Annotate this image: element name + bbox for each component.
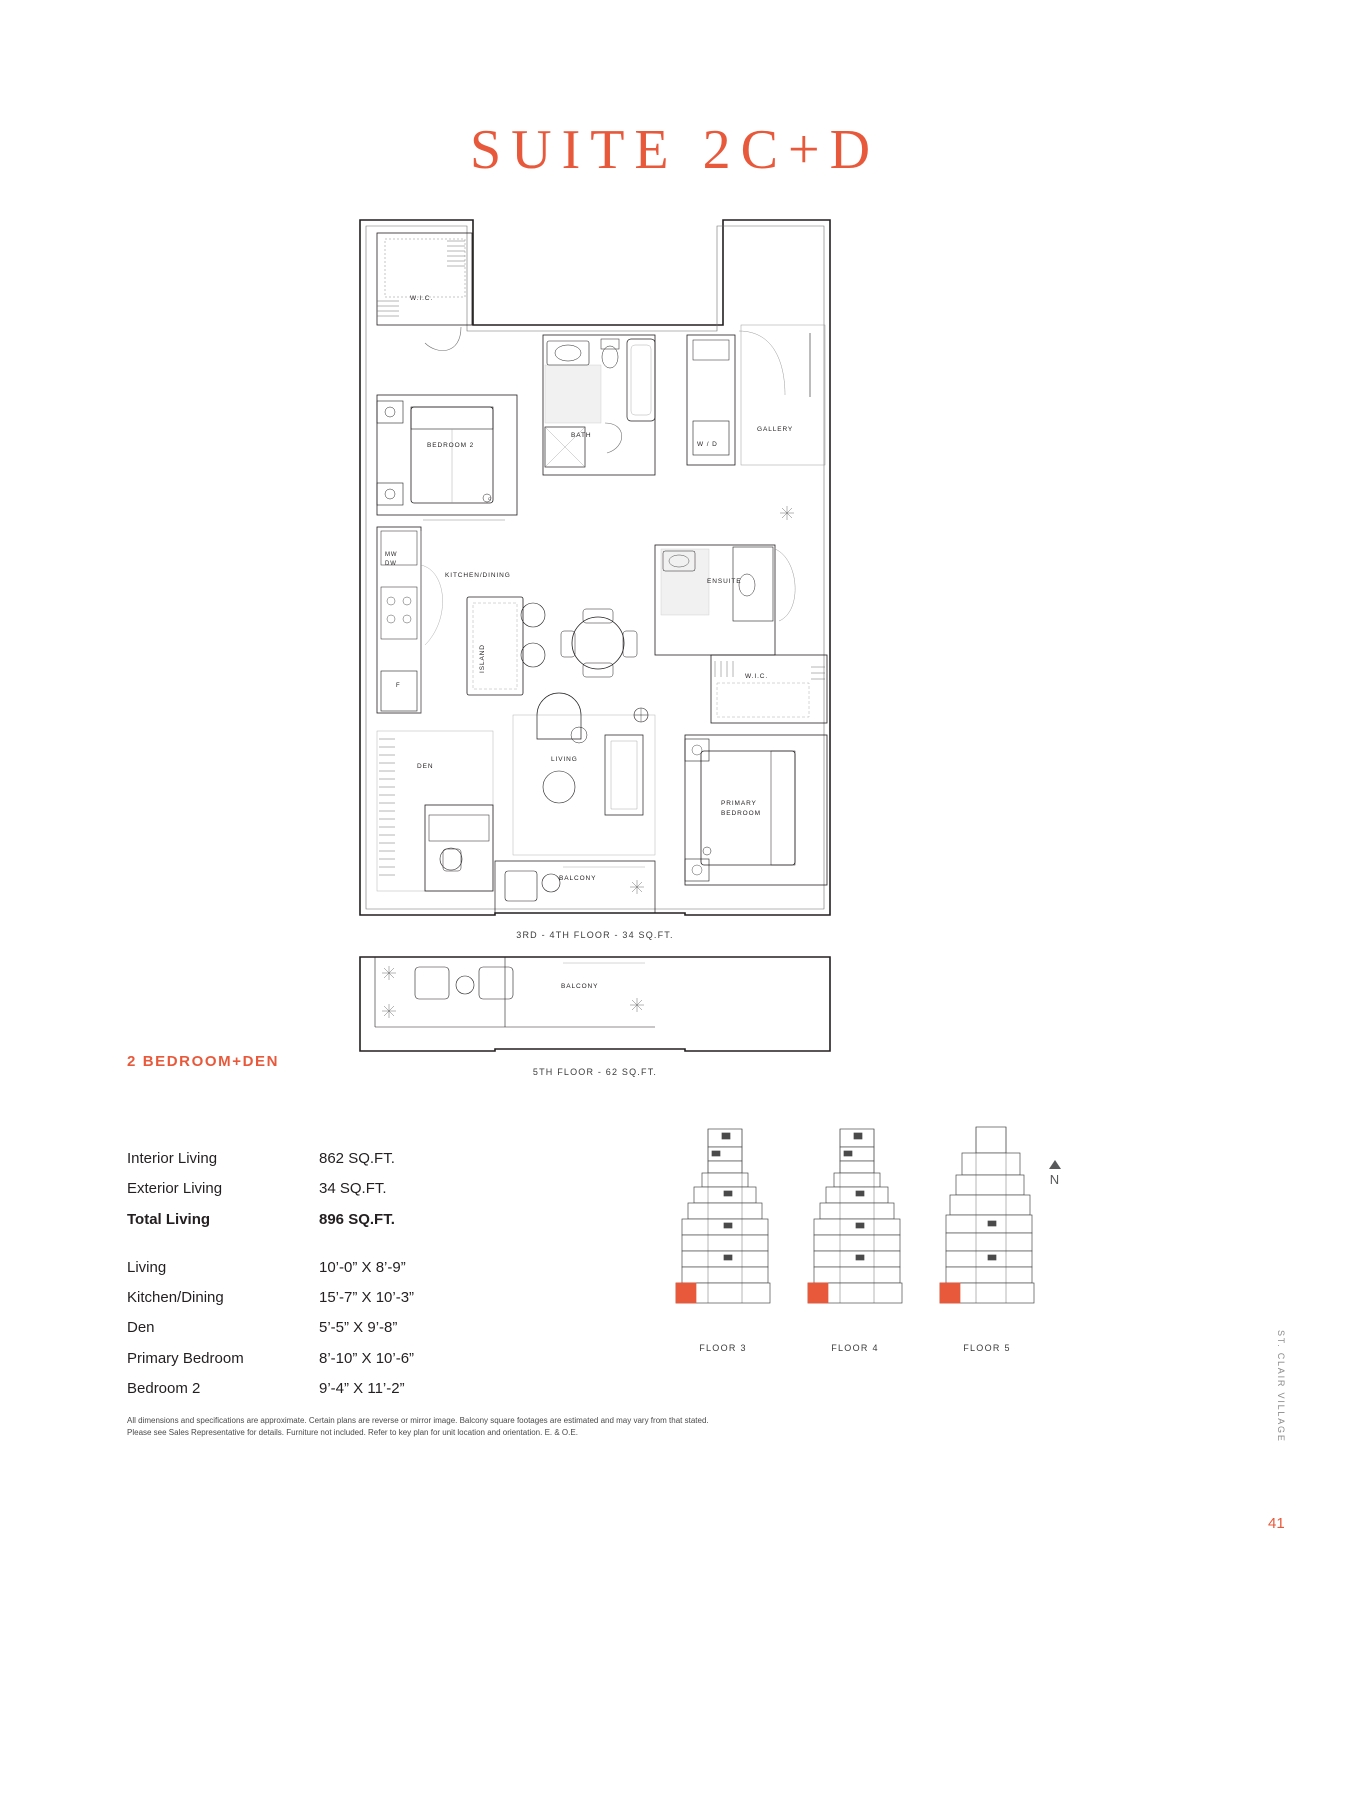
key-plan-label: FLOOR 5 — [963, 1343, 1011, 1353]
page-number: 41 — [1268, 1515, 1285, 1532]
room-label: PRIMARY — [721, 800, 757, 807]
room-label: BALCONY — [561, 983, 599, 990]
room-label: F — [396, 683, 401, 689]
room-label: DEN — [417, 763, 434, 770]
room-label: W.I.C. — [410, 295, 434, 302]
room-label: GALLERY — [757, 426, 794, 433]
svg-text:Q: Q — [488, 496, 492, 501]
spec-label: Primary Bedroom — [127, 1349, 244, 1367]
spec-label: Den — [127, 1319, 155, 1337]
spec-row-exterior-living — [127, 1180, 547, 1197]
spec-value: 862 SQ.FT. — [319, 1150, 395, 1167]
key-plans — [660, 1125, 1080, 1375]
room-label: BATH — [571, 432, 592, 439]
spec-value: 8’-10” X 10’-6” — [319, 1349, 415, 1367]
spec-row-kitchen-dining — [127, 1289, 547, 1306]
spec-value: 10’-0” X 8’-9” — [319, 1258, 406, 1276]
spec-label: Total Living — [127, 1210, 211, 1228]
key-plan-diagram — [932, 1125, 1042, 1340]
spec-divider-space — [127, 1241, 547, 1259]
plan-caption-floor-5: 5TH FLOOR - 62 SQ.FT. — [532, 1067, 658, 1077]
spec-row-total-living — [127, 1211, 547, 1228]
brand-sidebar-label: ST. CLAIR VILLAGE — [1276, 1330, 1286, 1443]
spec-label: Kitchen/Dining — [127, 1289, 224, 1306]
north-arrow-icon — [1049, 1160, 1061, 1169]
suite-type-label: 2 BEDROOM+DEN — [127, 1053, 280, 1070]
suite-specifications — [127, 1150, 547, 1410]
room-label: W.I.C. — [745, 673, 769, 680]
spec-value: 15’-7” X 10’-3” — [319, 1289, 415, 1306]
floor-plan-figure — [355, 215, 835, 1085]
key-plan-label: FLOOR 3 — [699, 1343, 747, 1353]
key-plan-diagram — [668, 1125, 778, 1340]
spec-value: 34 SQ.FT. — [319, 1180, 387, 1198]
spec-label: Exterior Living — [127, 1180, 223, 1198]
spec-value: 896 SQ.FT. — [319, 1210, 395, 1228]
room-label: LIVING — [551, 756, 578, 763]
room-label: KITCHEN/DINING — [445, 572, 511, 579]
north-indicator — [1040, 1160, 1070, 1187]
key-plan-floor-5[interactable] — [932, 1125, 1042, 1353]
key-plan-diagram — [800, 1125, 910, 1340]
spec-label: Interior Living — [127, 1150, 218, 1167]
key-plan-floor-4[interactable] — [800, 1125, 910, 1353]
spec-label: Living — [127, 1258, 167, 1276]
spec-row-interior-living — [127, 1150, 547, 1167]
floor-plan-drawing — [355, 215, 835, 1085]
spec-label: Bedroom 2 — [127, 1379, 201, 1397]
page-title: SUITE 2C+D — [469, 119, 881, 181]
north-label: N — [1049, 1172, 1061, 1187]
room-label: BALCONY — [559, 875, 597, 882]
key-plan-floor-3[interactable] — [668, 1125, 778, 1353]
room-label: W / D — [697, 441, 718, 448]
spec-row-bedroom-2 — [127, 1380, 547, 1397]
plan-caption-floor-3-4: 3RD - 4TH FLOOR - 34 SQ.FT. — [516, 930, 674, 940]
room-label: BEDROOM 2 — [427, 442, 475, 449]
room-label: DW — [385, 561, 397, 567]
spec-row-primary-bedroom — [127, 1350, 547, 1367]
disclaimer-text: All dimensions and specifications are approximate. Certain plans are reverse or mirror image. Balcony square footages are estimated and may vary from that stated. Please see Sales Representative for details. Furniture not included. Refer to key plan for unit location and orientation. E. & O.E. — [127, 1416, 709, 1437]
room-label: ENSUITE — [707, 578, 742, 585]
spec-value: 9’-4” X 11’-2” — [319, 1379, 405, 1397]
key-plan-label: FLOOR 4 — [831, 1343, 879, 1353]
room-label: ISLAND — [479, 644, 486, 673]
spec-row-den — [127, 1319, 547, 1336]
spec-row-living — [127, 1259, 547, 1276]
room-label: BEDROOM — [721, 810, 761, 817]
spec-value: 5’-5” X 9’-8” — [319, 1319, 398, 1337]
room-label: MW — [385, 552, 398, 558]
